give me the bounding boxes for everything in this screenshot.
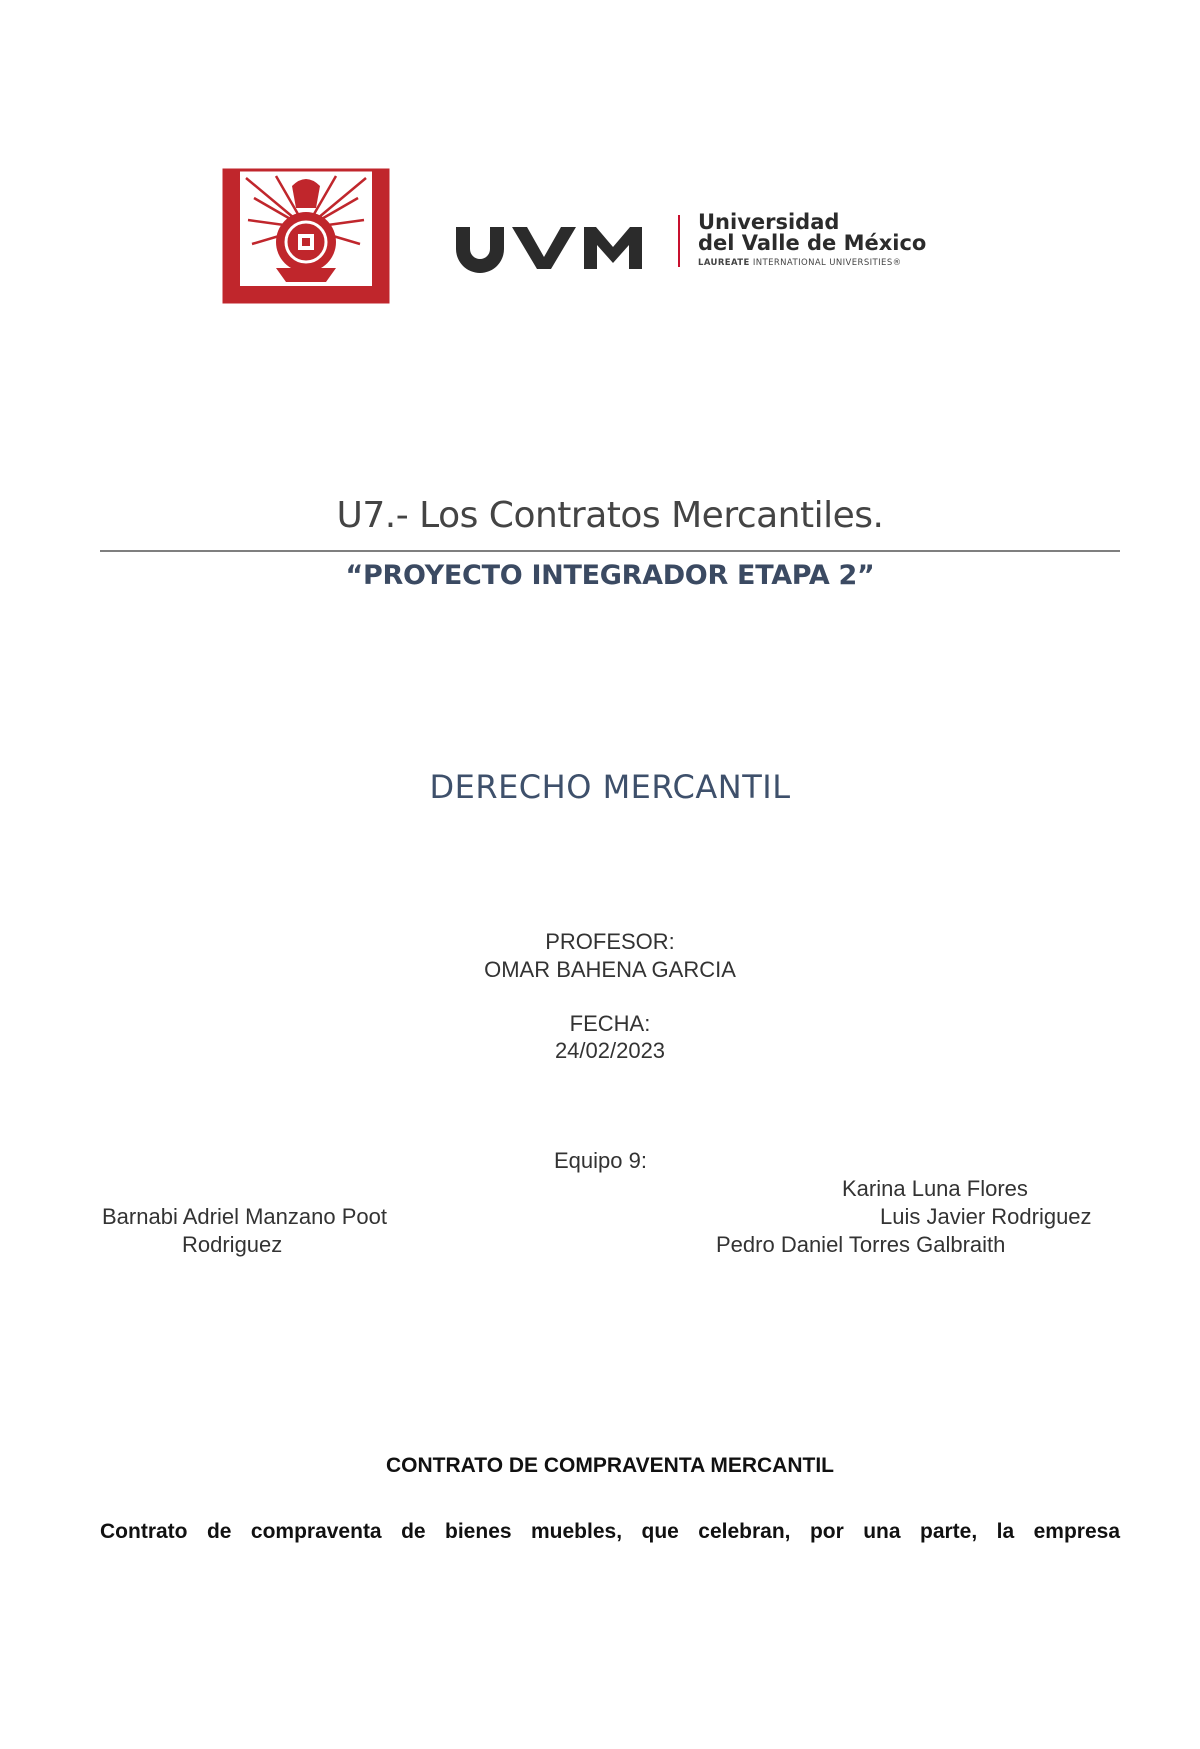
date-label: FECHA: [569, 1011, 651, 1036]
contract-heading: CONTRATO DE COMPRAVENTA MERCANTIL [386, 1454, 834, 1477]
uvm-logo [452, 205, 972, 275]
uvm-tagline-bold: LAUREATE [698, 258, 750, 268]
uvm-tagline-rest: INTERNATIONAL UNIVERSITIES® [752, 258, 902, 268]
contract-paragraph: Contrato de compraventa de bienes muebles, que celebran, por una parte, la empresa [100, 1520, 1120, 1543]
uvm-tagline [698, 258, 902, 268]
course-name: DERECHO MERCANTIL [429, 768, 791, 806]
document-title: U7.- Los Contratos Mercantiles. [336, 495, 884, 536]
team-member: Karina Luna Flores [842, 1176, 1028, 1201]
uvm-name-line-2: del Valle de México [698, 231, 927, 255]
project-subtitle: “PROYECTO INTEGRADOR ETAPA 2” [345, 560, 875, 591]
team-label: Equipo 9: [554, 1148, 647, 1173]
team-member: Rodriguez [182, 1232, 283, 1257]
title-divider [100, 550, 1120, 552]
team-member: Pedro Daniel Torres Galbraith [716, 1232, 1006, 1257]
team-member: Barnabi Adriel Manzano Poot [102, 1204, 387, 1229]
professor-label: PROFESOR: [545, 929, 675, 954]
date-value: 24/02/2023 [554, 1038, 666, 1063]
professor-name: OMAR BAHENA GARCIA [484, 957, 736, 982]
team-member: Luis Javier Rodriguez [880, 1204, 1092, 1229]
seal-emblem-icon [222, 168, 390, 304]
university-seal-logo [222, 168, 390, 304]
uvm-name-line-1: Universidad [698, 210, 840, 234]
